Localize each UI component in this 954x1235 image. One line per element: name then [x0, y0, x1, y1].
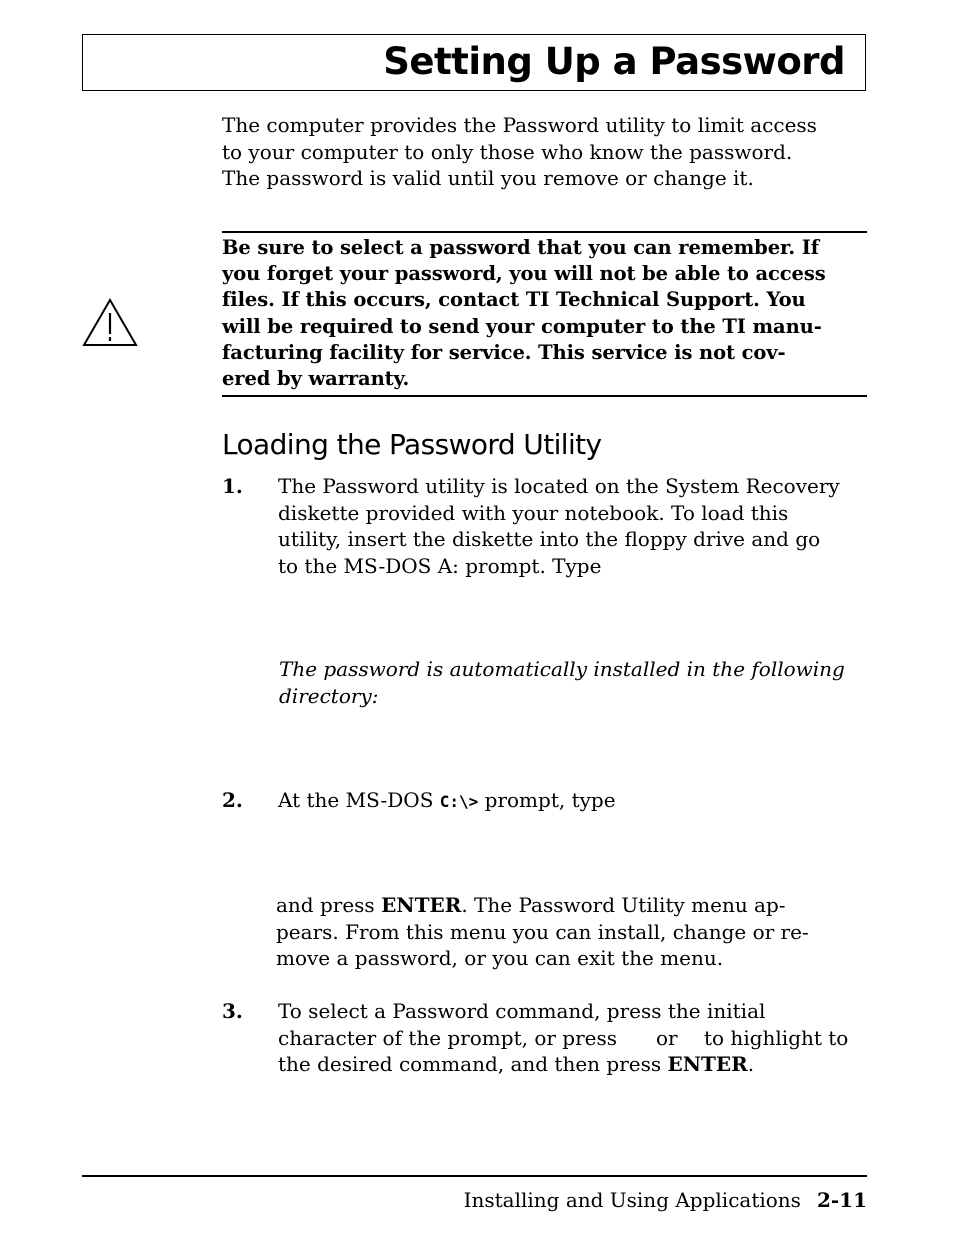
step2-cont-line: move a password, or you can exit the menu. [276, 946, 724, 970]
step2-suffix: prompt, type [478, 788, 616, 812]
warning-line: ered by warranty. [222, 367, 410, 391]
step1-line: The Password utility is located on the System Recovery [278, 474, 840, 498]
warning-line: will be required to send your computer to the TI manu- [222, 314, 822, 338]
step-number: 1. [222, 474, 243, 498]
step3-line: the desired command, and then press ENTER. [278, 1052, 755, 1076]
section-heading: Loading the Password Utility [222, 428, 602, 461]
step2-continuation [276, 892, 809, 972]
footer-section: Installing and Using Applications [463, 1188, 801, 1212]
step1-text [278, 473, 840, 579]
step2-prefix: At the MS-DOS [278, 788, 440, 812]
step1-line: to the MS-DOS A: prompt. Type [278, 553, 602, 578]
step1-line: diskette provided with your notebook. To load this [278, 500, 789, 525]
intro-paragraph [222, 112, 817, 192]
dos-prompt: C:\> [439, 792, 479, 811]
step2-cont-line: pears. From this menu you can install, change or re- [276, 919, 809, 944]
step2-cont-line: and press ENTER. The Password Utility menu ap- [276, 893, 786, 917]
warning-text [222, 235, 826, 392]
warning-line: Be sure to select a password that you can remember. If [222, 236, 820, 259]
step2-line [278, 787, 616, 816]
step1-note-line: The password is automatically installed in the following [279, 657, 845, 681]
step-number: 3. [222, 999, 243, 1023]
warning-bottom-rule [222, 395, 867, 397]
step3-text [278, 998, 849, 1078]
step-number: 2. [222, 788, 243, 812]
warning-triangle-icon [82, 298, 138, 348]
page-title-box [82, 34, 866, 91]
step3-line: character of the prompt, or press or to highlight to [278, 1025, 849, 1050]
warning-line: you forget your password, you will not be able to access [222, 262, 826, 286]
enter-key-label: ENTER [667, 1052, 748, 1076]
step1-note-line: directory: [279, 683, 379, 708]
step1-line: utility, insert the diskette into the floppy drive and go [278, 527, 821, 551]
footer-rule [82, 1175, 867, 1177]
intro-line: The password is valid until you remove or change it. [222, 166, 754, 190]
page-number: 2-11 [816, 1188, 867, 1212]
enter-key-label: ENTER [381, 893, 462, 917]
warning-line: facturing facility for service. This service is not cov- [222, 340, 786, 364]
step3-line: To select a Password command, press the initial [278, 999, 766, 1023]
intro-line: The computer provides the Password utility to limit access [222, 113, 817, 137]
intro-line: to your computer to only those who know the password. [222, 139, 793, 164]
footer [464, 1188, 867, 1212]
warning-top-rule [222, 231, 867, 233]
page-title: Setting Up a Password [383, 40, 845, 83]
step1-note [279, 656, 845, 709]
warning-line: files. If this occurs, contact TI Technical Support. You [222, 288, 806, 312]
